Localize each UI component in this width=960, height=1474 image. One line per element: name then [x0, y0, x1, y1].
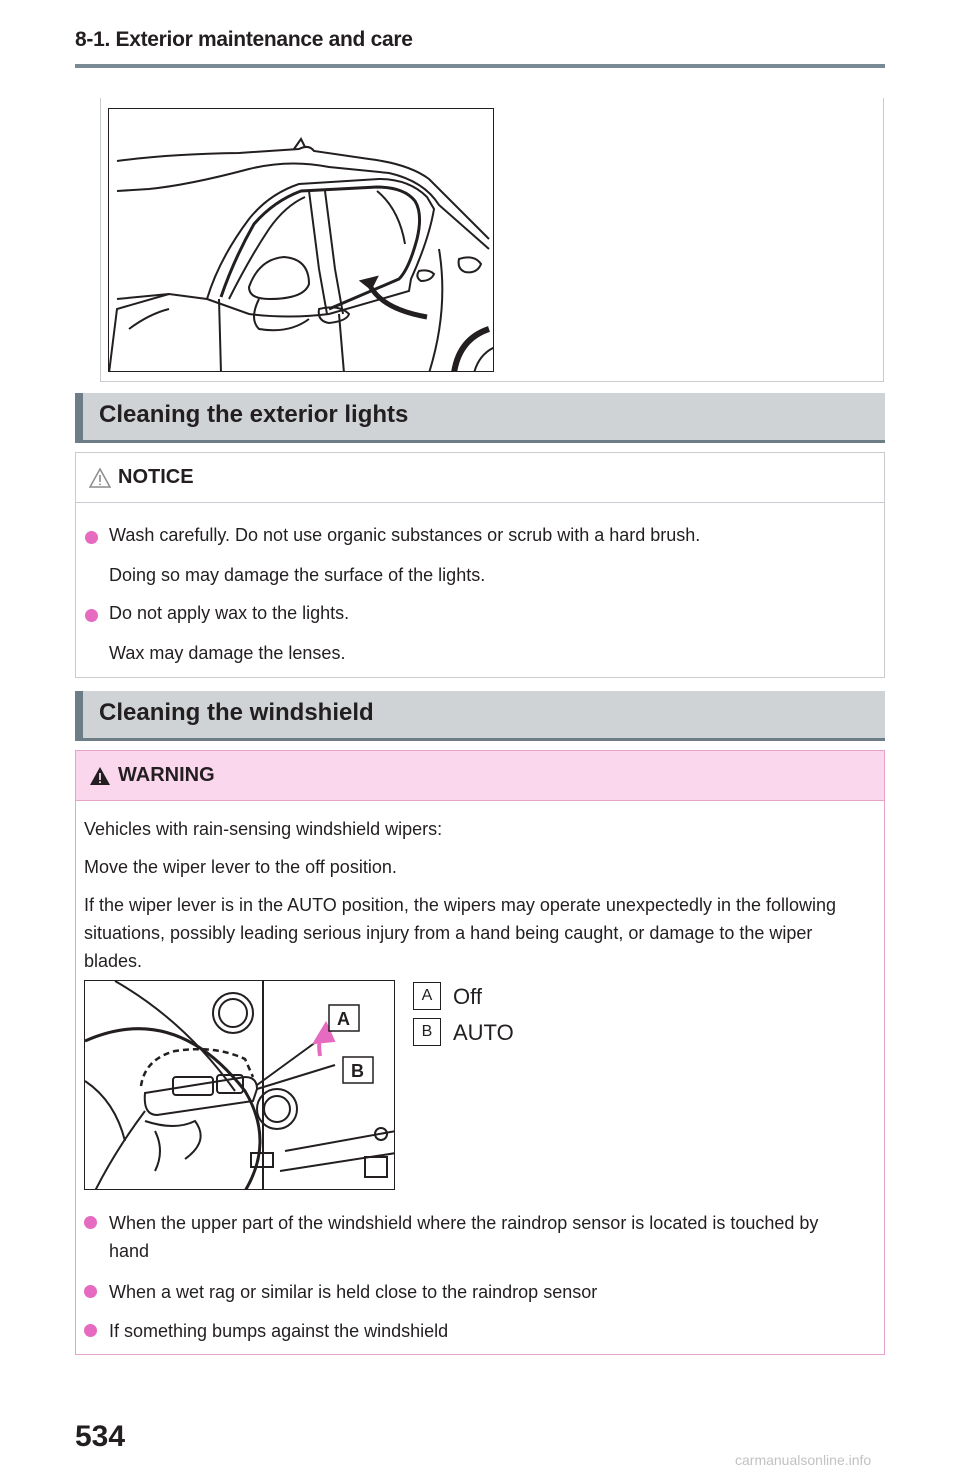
warning-icon [88, 765, 112, 787]
bullet-icon [85, 531, 98, 544]
warning-para-2: Move the wiper lever to the off position. [84, 857, 397, 877]
notice-title: NOTICE [118, 466, 194, 488]
wiper-lever-illustration [84, 980, 395, 1190]
legend-label-auto: AUTO [453, 1020, 514, 1045]
section-header-title: 8-1. Exterior maintenance and care [75, 28, 413, 51]
bullet-icon [84, 1285, 97, 1298]
bullet-icon [84, 1216, 97, 1229]
warning-item-text: When a wet rag or similar is held close to the raindrop sensor [109, 1282, 598, 1302]
svg-text:B: B [351, 1061, 364, 1081]
notice-header [76, 453, 884, 503]
warning-item-text: If something bumps against the windshield [109, 1321, 449, 1341]
legend-letter-b: B [413, 1018, 441, 1046]
section-bar-windshield [75, 691, 885, 741]
notice-box [75, 452, 885, 678]
bullet-icon [85, 609, 98, 622]
notice-item-text: Do not apply wax to the lights. [109, 603, 350, 623]
warning-title: WARNING [118, 764, 215, 786]
warning-para-1: Vehicles with rain-sensing windshield wipers: [84, 819, 443, 839]
section-bar-lights [75, 393, 885, 443]
car-door-illustration [108, 108, 494, 372]
section-title-windshield: Cleaning the windshield [99, 699, 374, 726]
notice-item-text: Wash carefully. Do not use organic substances or scrub with a hard brush. [109, 525, 701, 545]
svg-text:A: A [337, 1009, 350, 1029]
warning-para-3: If the wiper lever is in the AUTO position, the wipers may operate unexpectedly in the following situations, possibly leading serious injury from a hand being caught, or damage to the wiper blades. [84, 895, 837, 971]
warning-header [76, 751, 884, 801]
bullet-icon [84, 1324, 97, 1337]
legend-letter-a: A [413, 982, 441, 1010]
notice-item-sub: Wax may damage the lenses. [109, 643, 346, 663]
legend-label-off: Off [453, 984, 482, 1009]
watermark: carmanualsonline.info [735, 1452, 872, 1468]
notice-item-sub: Doing so may damage the surface of the lights. [109, 565, 486, 585]
warning-item-text: When the upper part of the windshield where the raindrop sensor is located is touched by hand [109, 1213, 819, 1261]
page-number: 534 [75, 1420, 126, 1453]
header-rule [75, 64, 885, 68]
caution-icon [88, 467, 112, 489]
section-title-lights: Cleaning the exterior lights [99, 401, 409, 428]
